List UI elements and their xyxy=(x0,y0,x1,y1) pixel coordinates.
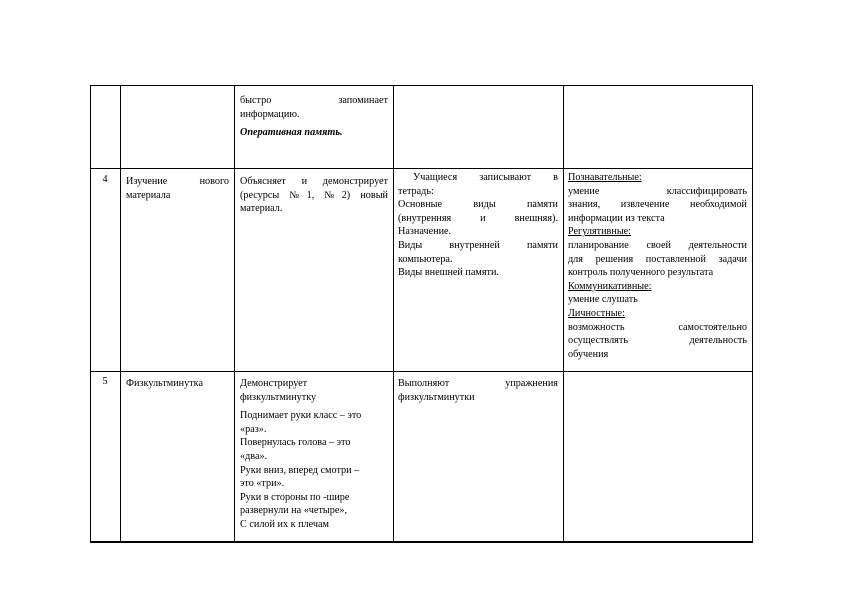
row-3-teacher-cell xyxy=(240,377,388,532)
row-2-stage-cell xyxy=(126,175,229,202)
table-border-bottom xyxy=(90,541,753,543)
uud-category-heading: Коммуникативные: xyxy=(568,280,652,292)
teacher-text-line: (ресурсы №1, №2) новый xyxy=(240,189,388,201)
uud-category-heading: Познавательные: xyxy=(568,172,642,183)
uud-text-line: планирование своей деятельности xyxy=(568,239,747,251)
column-divider-3 xyxy=(393,85,394,543)
row-3-number: 5 xyxy=(102,376,108,387)
teacher-text-line: Демонстрирует xyxy=(240,378,308,389)
uud-text-line: информации из текста xyxy=(568,212,665,224)
column-divider-4 xyxy=(563,85,564,543)
row-2-uud-cell xyxy=(568,171,747,361)
uud-text-line: для решения поставленной задачи xyxy=(568,253,747,265)
teacher-text-line: Руки вниз, вперед смотри – xyxy=(240,464,360,476)
uud-text-line: возможность самостоятельно xyxy=(568,321,747,333)
row-divider-1 xyxy=(90,168,753,169)
teacher-text-line: Руки в стороны по -шире xyxy=(240,491,350,503)
uud-text-line: знания, извлечение необходимой xyxy=(568,199,747,211)
teacher-text-line: информацию. xyxy=(240,108,300,120)
uud-text-line: осуществлять деятельность xyxy=(568,335,747,347)
table-border-right xyxy=(752,85,753,543)
row-3-stage: Физкультминутка xyxy=(126,378,203,389)
teacher-text-line: С силой их к плечам xyxy=(240,518,329,530)
students-text-line: компьютера. xyxy=(398,253,453,265)
stage-text-line: Изучение нового xyxy=(126,176,229,187)
row-2-number: 4 xyxy=(102,174,108,185)
table-border-top xyxy=(90,85,753,86)
row-2-students-cell xyxy=(398,171,558,280)
teacher-heading-italic: Оперативная память. xyxy=(240,127,343,139)
uud-text-line: умение классифицировать xyxy=(568,185,747,197)
teacher-text-line: «два». xyxy=(240,450,268,462)
teacher-text-line: материал. xyxy=(240,203,283,215)
teacher-text-line: это «три». xyxy=(240,478,285,490)
students-text-line: (внутренняя и внешняя). xyxy=(398,212,558,224)
uud-category-heading: Регулятивные: xyxy=(568,226,632,238)
teacher-text-line: Поднимает руки класс – это xyxy=(240,410,362,422)
row-2-teacher-cell xyxy=(240,175,388,216)
students-text-line: физкультминутки xyxy=(398,391,475,403)
uud-category-heading: Личностные: xyxy=(568,307,625,319)
table-border-left xyxy=(90,85,91,543)
teacher-text-line: быстро запоминает xyxy=(240,95,388,106)
students-text-line: Виды внешней памяти. xyxy=(398,267,499,279)
teacher-text-line: «раз». xyxy=(240,423,267,435)
students-text-line: Учащиеся записывают в xyxy=(413,172,558,183)
students-text-line: Назначение. xyxy=(398,226,452,238)
column-divider-1 xyxy=(120,85,121,543)
uud-text-line: обучения xyxy=(568,348,609,360)
students-text-line: Выполняют упражнения xyxy=(398,378,558,389)
teacher-text-line: Повернулась голова – это xyxy=(240,437,351,449)
students-text-line: тетрадь: xyxy=(398,185,434,197)
uud-text-line: умение слушать xyxy=(568,294,638,306)
students-text-line: Виды внутренней памяти xyxy=(398,239,558,251)
students-text-line: Основные виды памяти xyxy=(398,199,558,211)
stage-text-line: материала xyxy=(126,189,171,201)
teacher-text-line: развернули на «четыре», xyxy=(240,505,347,517)
row-1-teacher-cell xyxy=(240,94,388,140)
column-divider-2 xyxy=(234,85,235,543)
row-divider-2 xyxy=(90,371,753,372)
teacher-text-line: физкультминутку xyxy=(240,391,317,403)
uud-text-line: контроль полученного результата xyxy=(568,267,714,279)
teacher-text-line: Объясняет и демонстрирует xyxy=(240,176,388,187)
row-3-students-cell xyxy=(398,377,558,404)
